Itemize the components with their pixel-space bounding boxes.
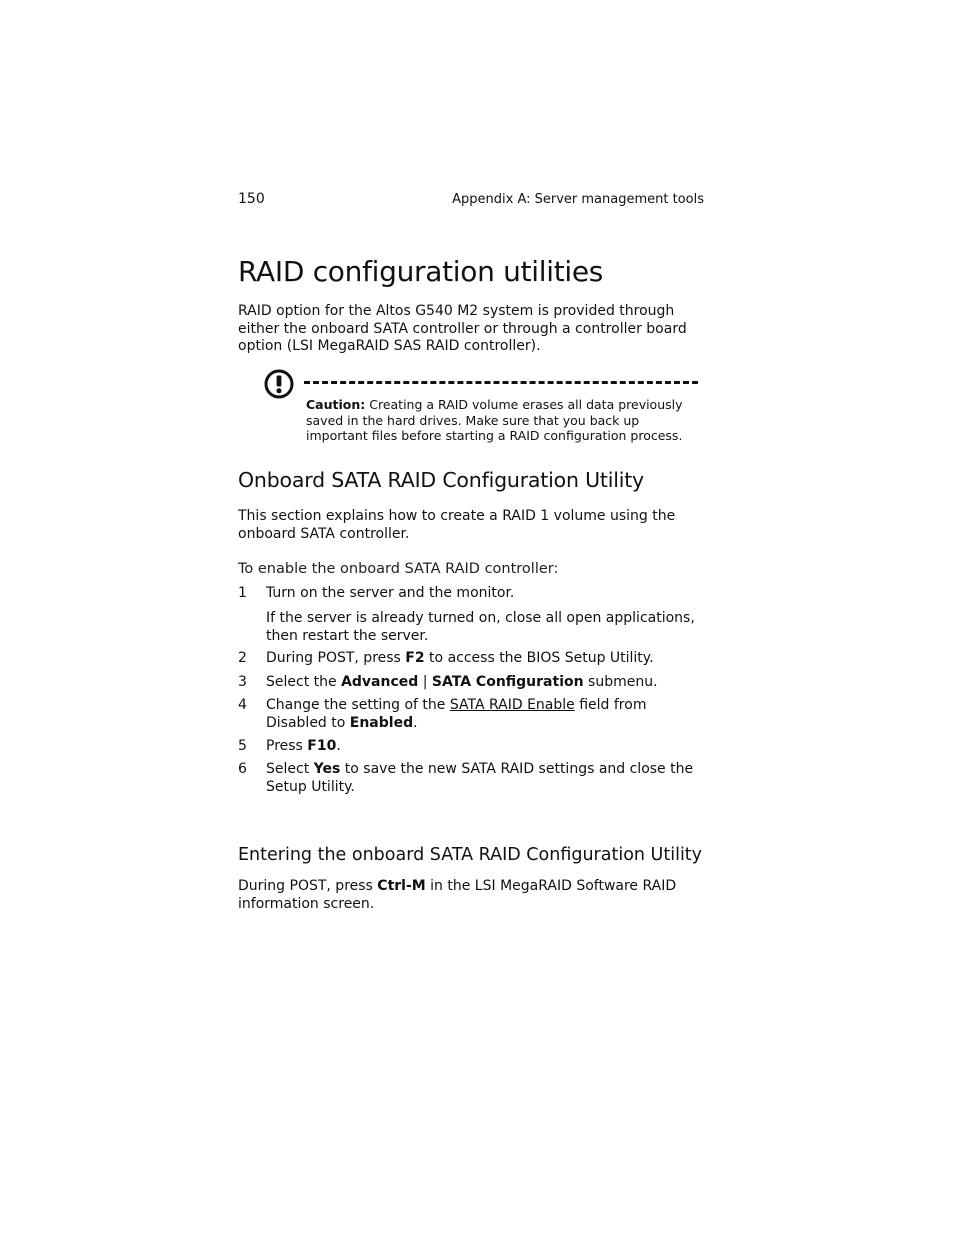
- running-header: Appendix A: Server management tools: [452, 192, 704, 207]
- caution-body: Creating a RAID volume erases all data previously saved in the hard drives. Make sure that you back up important files before starting a RAID configuration process.: [306, 397, 683, 444]
- step-text-part: .: [413, 714, 418, 731]
- step-text: [266, 697, 706, 732]
- step-text: [266, 674, 706, 692]
- step-text: [266, 738, 706, 756]
- caution-divider: [304, 381, 698, 384]
- step-text-part: to access the BIOS Setup Utility.: [424, 650, 654, 666]
- step-number: 1: [238, 585, 247, 601]
- step-number: 4: [238, 697, 247, 713]
- option-value: Enabled: [349, 714, 414, 731]
- caution-exclamation-icon: [264, 369, 294, 399]
- step-text-part: submenu.: [583, 674, 658, 690]
- step-text-part: Select the: [266, 674, 342, 690]
- section-intro: This section explains how to create a RAID 1 volume using the onboard SATA controller.: [238, 508, 676, 542]
- key-combo: Ctrl-M: [377, 878, 426, 894]
- subsection-paragraph: [238, 878, 708, 913]
- intro-paragraph: RAID option for the Altos G540 M2 system is provided through either the onboard SATA controller or through a controller board option (LSI MegaRAID SAS RAID controller).: [238, 303, 687, 354]
- page-title: RAID configuration utilities: [238, 255, 604, 288]
- step-text-part: .: [336, 738, 341, 754]
- option-value: Yes: [313, 761, 341, 777]
- step-text-part: to save the new SATA RAID settings and close the Setup Utility.: [266, 761, 694, 795]
- step-text-part: Press: [266, 738, 308, 754]
- step-text-part: During POST, press: [266, 650, 406, 666]
- key-name: F2: [405, 650, 425, 666]
- subsection-heading: Entering the onboard SATA RAID Configuration Utility: [238, 845, 703, 865]
- step-number: 3: [238, 674, 247, 690]
- step-text: [266, 761, 706, 796]
- caution-label: Caution:: [306, 397, 366, 412]
- step-text-part: field from Disabled to: [266, 697, 647, 731]
- step-number: 2: [238, 650, 247, 666]
- page-number: 150: [238, 191, 265, 207]
- step-note: If the server is already turned on, close all open applications, then restart the server.: [266, 610, 695, 644]
- paragraph-text-part: in the LSI MegaRAID Software RAID information screen.: [238, 878, 677, 912]
- submenu-name: SATA Configuration: [431, 674, 584, 690]
- section-heading: Onboard SATA RAID Configuration Utility: [238, 468, 644, 492]
- step-number: 6: [238, 761, 247, 777]
- step-text-part: Change the setting of the: [266, 697, 450, 713]
- field-name: SATA RAID Enable: [449, 697, 575, 713]
- step-number: 5: [238, 738, 247, 754]
- step-text-part: Select: [266, 761, 314, 777]
- key-name: F10: [307, 738, 337, 754]
- caution-note: [306, 397, 701, 444]
- step-text: [266, 650, 706, 668]
- menu-name: Advanced: [341, 674, 419, 690]
- menu-separator: |: [418, 674, 432, 690]
- step-text: Turn on the server and the monitor.: [266, 585, 515, 601]
- procedure-title: To enable the onboard SATA RAID controller:: [238, 561, 559, 577]
- paragraph-text-part: During POST, press: [238, 878, 378, 894]
